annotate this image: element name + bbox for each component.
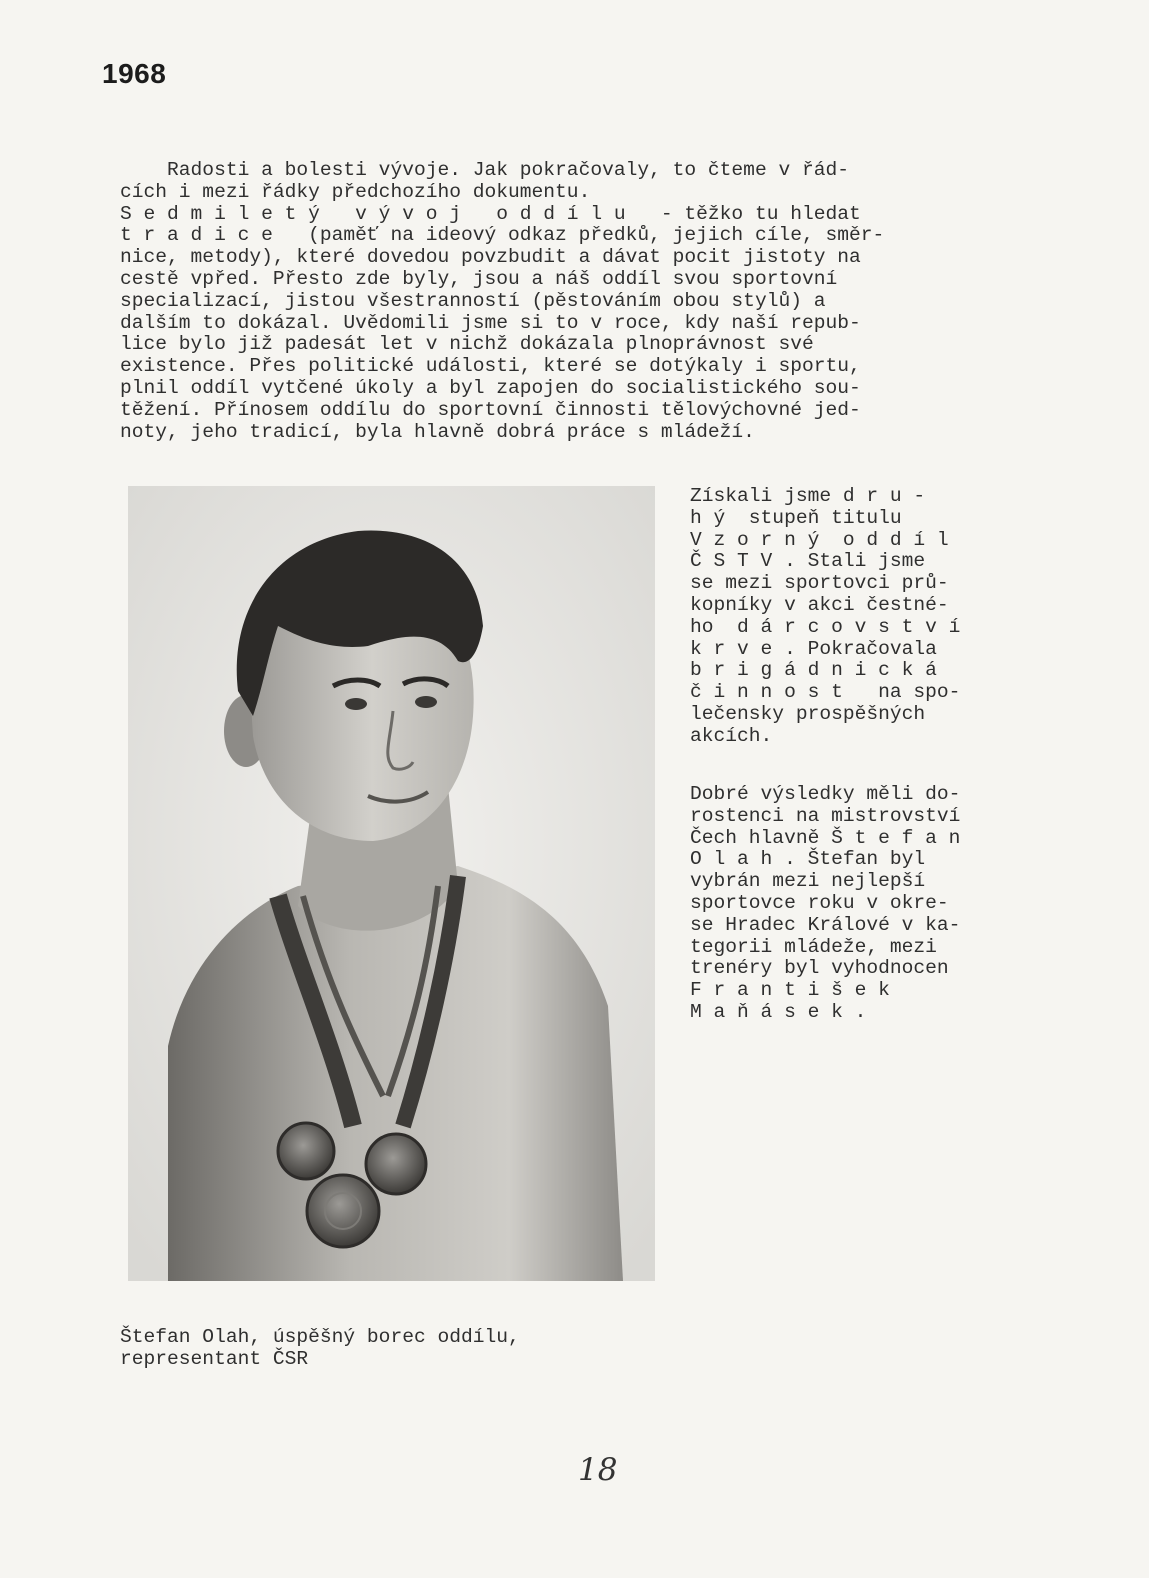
text-line: b r i g á d n i c k á — [690, 659, 937, 682]
text-line: Čech hlavně Š t e f a n — [690, 826, 961, 849]
text-line: Dobré výsledky měli do- — [690, 783, 961, 805]
text-line: Získali jsme d r u - — [690, 485, 926, 507]
text-line: č i n n o s t na spo- — [690, 681, 961, 704]
side-paragraph-title-award — [690, 486, 960, 748]
text-line: S e d m i l e t ý v ý v o j o d d í l u - těžko tu hledat — [120, 202, 861, 225]
text-line: t r a d i c e (paměť na ideový odkaz předků, jejich cíle, směr- — [120, 224, 885, 247]
text-line: sportovce roku v okre- — [690, 891, 949, 914]
text-line: kopníky v akci čestné- — [690, 593, 949, 616]
text-line: rostenci na mistrovství — [690, 804, 961, 827]
text-line: akcích. — [690, 724, 773, 747]
text-line: O l a h . Štefan byl — [690, 848, 926, 871]
text-line: se Hradec Králové v ka- — [690, 913, 961, 936]
text-line: lice bylo již padesát let v nichž dokázala plnoprávnost své — [120, 333, 814, 356]
text-line: existence. Přes politické události, které se dotýkaly i sportu, — [120, 355, 861, 378]
intro-paragraph — [120, 160, 884, 443]
text-line: dalším to dokázal. Uvědomili jsme si to v roce, kdy naší repub- — [120, 311, 861, 334]
caption-line: Štefan Olah, úspěšný borec oddílu, — [120, 1326, 520, 1348]
text-line: noty, jeho tradicí, byla hlavně dobrá práce s mládeží. — [120, 420, 755, 443]
text-line: cích i mezi řádky předchozího dokumentu. — [120, 180, 591, 203]
text-line: specializací, jistou všestranností (pěstováním obou stylů) a — [120, 289, 826, 312]
text-line: těžení. Přínosem oddílu do sportovní činnosti tělovýchovné jed- — [120, 398, 861, 421]
year-heading: 1968 — [102, 58, 167, 89]
text-line: Č S T V . Stali jsme — [690, 550, 926, 573]
text-line: h ý stupeň titulu — [690, 506, 902, 529]
text-line: k r v e . Pokračovala — [690, 637, 937, 660]
caption-line: representant ČSR — [120, 1347, 309, 1370]
side-paragraph-results — [690, 784, 960, 1024]
text-line: V z o r n ý o d d í l — [690, 528, 949, 551]
text-line: vybrán mezi nejlepší — [690, 870, 926, 893]
text-line: F r a n t i š e k — [690, 979, 890, 1002]
text-line: plnil oddíl vytčené úkoly a byl zapojen do socialistického sou- — [120, 376, 861, 399]
text-line: tegorii mládeže, mezi — [690, 935, 937, 958]
athlete-portrait-photo — [128, 486, 655, 1281]
text-line: M a ň á s e k . — [690, 1000, 867, 1023]
text-line: Radosti a bolesti vývoje. Jak pokračovaly, to čteme v řád- — [120, 159, 850, 181]
portrait-illustration — [128, 486, 655, 1281]
text-line: se mezi sportovci prů- — [690, 572, 949, 595]
photo-caption — [120, 1327, 520, 1371]
text-line: ho d á r c o v s t v í — [690, 615, 961, 638]
text-line: trenéry byl vyhodnocen — [690, 957, 949, 980]
text-line: cestě vpřed. Přesto zde byly, jsou a náš oddíl svou sportovní — [120, 267, 838, 290]
text-line: nice, metody), které dovedou povzbudit a dávat pocit jistoty na — [120, 246, 861, 269]
text-line: lečensky prospěšných — [690, 702, 926, 725]
page-number: 18 — [578, 1452, 618, 1488]
